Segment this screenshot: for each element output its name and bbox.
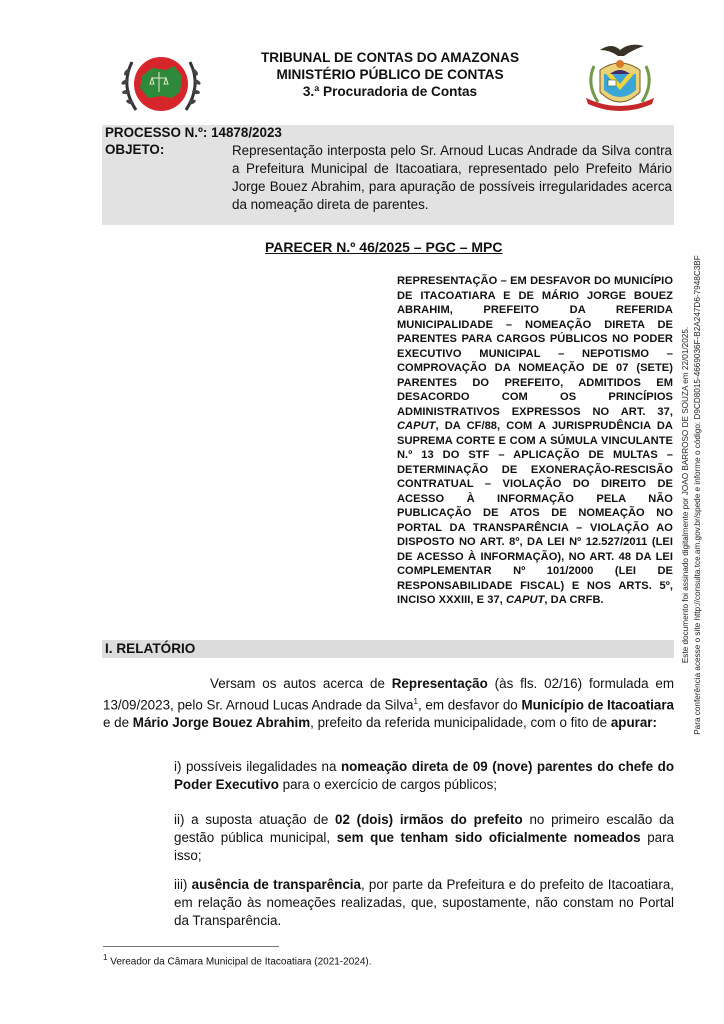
paragraph-bold: Representação (391, 676, 488, 691)
item-text: , por parte da Prefeitura e do prefeito de Itacoatiara, em relação às nomeações realizadas, que, supostamente, não constam no Portal da Transparência. (174, 877, 674, 928)
footnote-number: 1 (103, 953, 108, 962)
paragraph-bold: Município de Itacoatiara (521, 697, 674, 713)
process-number (105, 125, 282, 140)
header-office: 3.ª Procuradoria de Contas (302, 84, 478, 99)
item-text: para isso; (174, 830, 674, 863)
footnote (103, 953, 372, 967)
process-number-value: 14878/2023 (211, 125, 282, 140)
item-text: iii) (174, 877, 192, 892)
paragraph-text: e de (103, 715, 133, 731)
paragraph-text: (às fls. 02/16) formulada em 13/09/2023, pelo Sr. Arnoud Lucas Andrade da Silva (103, 676, 674, 713)
header-ministry: MINISTÉRIO PÚBLICO DE CONTAS (276, 67, 504, 82)
footnote-reference[interactable]: 1 (413, 697, 418, 706)
paragraph-bold: apurar: (610, 715, 657, 731)
ementa-caput-2: CAPUT (505, 594, 545, 606)
section-title: I. RELATÓRIO (105, 641, 196, 656)
ementa-text-3: , DA CRFB. (544, 594, 604, 606)
process-number-label: PROCESSO N.º: (105, 125, 208, 140)
object-text: Representação interposta pelo Sr. Arnoud Lucas Andrade da Silva contra a Prefeitura Municipal de Itacoatiara, representado pelo Prefeito Mário Jorge Bouez Abrahim, para apuração de possíveis irregularidades acerca da nomeação direta de parentes. (232, 143, 672, 212)
amazonas-coat-of-arms-icon (578, 40, 662, 122)
item-text: para o exercício de cargos públicos; (278, 777, 498, 792)
parecer-title: PARECER N.º 46/2025 – PGC – MPC (265, 239, 503, 255)
report-paragraph (103, 675, 674, 732)
item-bold: sem que tenham sido oficialmente nomeados (336, 830, 641, 845)
paragraph-text: , prefeito da referida municipalidade, com o fito de (310, 715, 611, 731)
item-text: ii) a suposta atuação de (174, 812, 336, 827)
ementa-text-2: , DA CF/88, COM A JURISPRUDÊNCIA DA SUPREMA CORTE E COM A SÚMULA VINCULANTE N.º 13 DO STF – APLICAÇÃO DE MULTAS – DETERMINAÇÃO DE EXONERAÇÃO-RESCISÃO CONTRATUAL – VIOLAÇÃO DO DIREITO DE ACESSO À INFORMAÇÃO PELA NÃO PUBLICAÇÃO DE ATOS DE NOMEAÇÃO NO PORTAL DA TRANSPARÊNCIA – VIOLAÇÃO AO DISPOSTO NO ART. 8º, DA LEI Nº 12.527/2011 (LEI DE ACESSO À INFORMAÇÃO), NO ART. 48 DA LEI COMPLEMENTAR Nº 101/2000 (LEI DE RESPONSABILIDADE FISCAL) E NOS ARTS. 5º, INCISO XXXIII, E 37, (397, 420, 673, 606)
item-bold: 02 (dois) irmãos do prefeito (335, 812, 523, 827)
ementa-text-1: REPRESENTAÇÃO – EM DESFAVOR DO MUNICÍPIO DE ITACOATIARA E DE MÁRIO JORGE BOUEZ ABRAHIM, PREFEITO DA REFERIDA MUNICIPALIDADE – NOMEAÇÃO DIRETA DE PARENTES PARA CARGOS PÚBLICOS NO PODER EXECUTIVO MUNICIPAL – NEPOTISMO – COMPROVAÇÃO DA NOMEAÇÃO DE 07 (SETE) PARENTES DO PREFEITO, ADMITIDOS EM DESACORDO COM OS PRINCÍPIOS ADMINISTRATIVOS EXPRESSOS NO ART. 37, (397, 275, 673, 418)
header-institution: TRIBUNAL DE CONTAS DO AMAZONAS (260, 50, 520, 65)
signature-line: Este documento foi assinado digitalmente por JOAO BARROSO DE SOUZA em 22/01/2025. (681, 326, 690, 664)
digital-signature-note (680, 230, 716, 760)
list-item (174, 876, 674, 930)
ementa-summary (397, 274, 673, 608)
item-text: i) possíveis ilegalidades na (174, 759, 341, 774)
list-item (174, 811, 674, 865)
section-header-bar (102, 640, 674, 658)
process-info-box (102, 125, 674, 225)
item-text: no primeiro escalão da gestão pública municipal, (174, 812, 674, 845)
item-bold: ausência de transparência (191, 877, 361, 892)
paragraph-bold: Mário Jorge Bouez Abrahim (132, 715, 311, 731)
footnote-divider (103, 946, 279, 947)
footnote-text: Vereador da Câmara Municipal de Itacoatiara (2021-2024). (107, 956, 372, 968)
document-header (200, 49, 580, 100)
paragraph-text: Versam os autos acerca de (210, 676, 392, 691)
verification-line[interactable]: Para conferência acesse o site http://consulta.tce.am.gov.br/spede e informe o código: D9CD8015-4669036F-B2A247D6-7948C3BF (693, 255, 702, 735)
mpc-seal-icon (118, 48, 204, 120)
item-bold: nomeação direta de 09 (nove) parentes do chefe do Poder Executivo (174, 759, 674, 792)
object-label: OBJETO: (105, 142, 165, 157)
ementa-caput-1: CAPUT (397, 420, 436, 432)
paragraph-text: , em desfavor do (417, 697, 522, 713)
list-item (174, 758, 674, 794)
